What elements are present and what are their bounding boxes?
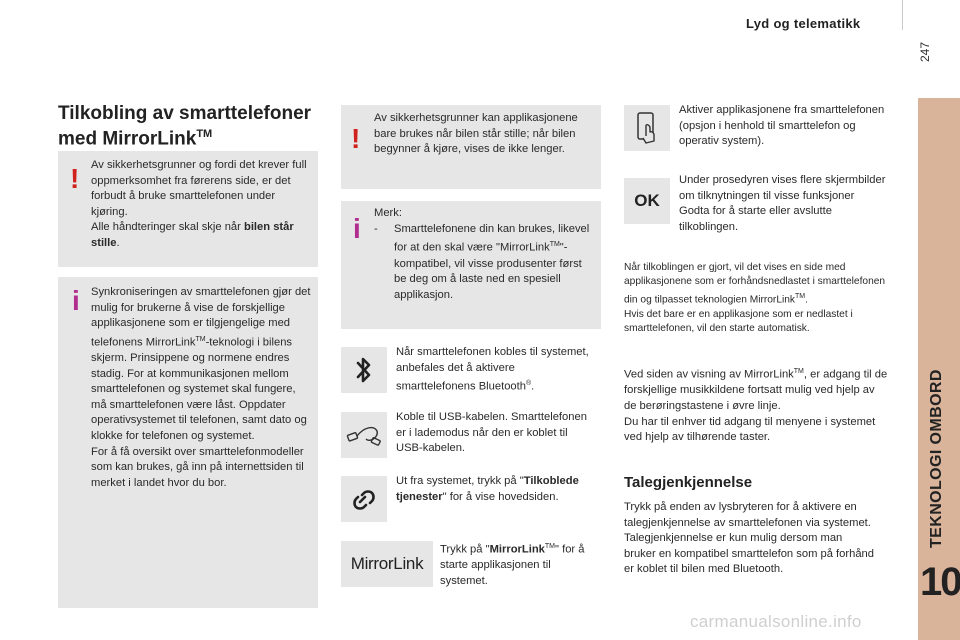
mirrorlink-text-tm: TM <box>544 543 555 550</box>
connected-text-a: Ut fra systemet, trykk på " <box>396 475 524 487</box>
step-usb-text: Koble til USB-kabelen. Smarttelefonen er i lademodus når den er koblet til USB-kabelen. <box>396 411 587 455</box>
voice-section-title: Talegjenkjennelse <box>624 474 753 491</box>
side-view-c: Du har til enhver tid adgang til menyene i systemet ved hjelp av tilhørende taster. <box>624 415 876 444</box>
mirrorlink-text-bold: MirrorLink <box>489 543 545 556</box>
side-view-a: Ved siden av visning av MirrorLink <box>624 368 794 381</box>
connection-note-p2: Hvis det bare er en applikasjone som er nedlastet i smarttelefonen, vil den starte automatisk. <box>624 308 853 335</box>
usb-cable-icon-glyph <box>344 421 384 449</box>
step-phone-text: Aktiver applikasjonene fra smarttelefonen (opsjon i henhold til smarttelefon og operativ system). <box>679 104 885 148</box>
warning-text-end: . <box>116 236 120 249</box>
info-text-p1a: Synkroniseringen av smarttelefonen gjør det mulig for brukerne å vise de forskjellige applikasjonene som er tilgjengelige med telefonens MirrorLink <box>91 286 311 349</box>
usb-cable-icon <box>341 412 387 458</box>
header-divider <box>902 0 903 30</box>
connection-note-p1a: Når tilkoblingen er gjort, vil det vises en side med applikasjonene som er forhåndsnedlastet i smarttelefonen din og tilpasset teknologien MirrorLink <box>624 262 886 306</box>
warning-text-rule: Alle håndteringer skal skje når <box>91 221 244 234</box>
ok-button-illustration: OK <box>624 178 670 224</box>
connected-text-b: " for å vise hovedsiden. <box>442 490 559 503</box>
smartphone-touch-icon <box>624 105 670 151</box>
watermark: carmanualsonline.info <box>690 612 862 631</box>
page-title <box>58 103 338 149</box>
connected-text-bold: Tilkoblede tjenester <box>396 475 579 503</box>
chapter-label: TEKNOLOGI OMBORD <box>928 369 945 548</box>
voice-p1: Trykk på enden av lysbryteren for å aktivere en talegjenkjennelse av smarttelefonen via systemet. <box>624 501 871 529</box>
note-item-a: Smarttelefonene din kan brukes, likevel for at den skal være "MirrorLink <box>394 222 590 254</box>
step-connected-text <box>396 474 601 505</box>
warning-text: Av sikkerhetsgrunner kan applikasjonene bare brukes når bilen står stille; når bilen begynner å kjøre, vises de ikke lenger. <box>374 112 578 156</box>
page-title-tm: TM <box>196 128 213 140</box>
connection-note-p1b: . <box>805 294 808 306</box>
connected-services-icon <box>341 476 387 522</box>
page-header-title: Lyd og telematikk <box>746 16 861 31</box>
info-text <box>91 285 311 491</box>
note-list-item <box>374 222 596 304</box>
step-ok-text <box>679 173 889 235</box>
warning-text-main: Av sikkerhetsgrunner og fordi det krever full oppmerksomhet fra førerens side, er det forbudt å bruke smarttelefonen under kjøring. <box>91 159 307 218</box>
voice-p2: Talegjenkjennelse er kun mulig dersom man bruker en kompatibel smarttelefon som på forhånd er koblet til bilen med Bluetooth. <box>624 532 874 576</box>
page-title-line1: Tilkobling av smarttelefoner <box>58 103 312 124</box>
note-item-tm: TM <box>549 241 560 249</box>
warning-text-bold: bilen står stille <box>91 221 294 249</box>
bluetooth-text-reg: ® <box>525 380 532 388</box>
warning-text <box>91 158 309 252</box>
warning-box-stationary <box>341 105 601 189</box>
connection-note <box>624 261 890 336</box>
step-bluetooth-text <box>396 345 596 396</box>
bluetooth-icon-glyph <box>354 356 374 384</box>
note-item-b: "-kompatibel, vil visse produsenter først be deg om å laste ned en spesiell applikasjon. <box>394 241 582 301</box>
info-box-synchronisation <box>58 277 318 608</box>
warning-box-driving <box>58 151 318 267</box>
info-text-p2: For å få oversikt over smarttelefonmodeller som kan brukes, gå inn på internettsiden til merket i landet hvor du bor. <box>91 445 304 489</box>
voice-paragraph <box>624 500 874 578</box>
side-view-b: , er adgang til de forskjellige musikkildene fortsatt mulig ved hjelp av de berøringstastene i øvre linje. <box>624 368 888 412</box>
connection-note-tm: TM <box>795 292 806 300</box>
info-text-tm: TM <box>195 335 206 343</box>
bluetooth-icon <box>341 347 387 393</box>
note-heading: Merk: <box>374 207 402 219</box>
mirrorlink-logo: MirrorLink <box>341 541 433 587</box>
info-box-note <box>341 201 601 329</box>
side-view-tm: TM <box>793 368 804 375</box>
warning-icon: ! <box>70 163 80 194</box>
page-title-line2: med MirrorLink <box>58 128 197 150</box>
bluetooth-text-b: . <box>531 380 535 393</box>
mirrorlink-text-b: " for å starte applikasjonen til systemet. <box>440 543 585 587</box>
note-text <box>374 206 596 303</box>
step-mirrorlink-text <box>440 539 600 590</box>
bluetooth-text-a: Når smarttelefonen kobles til systemet, anbefales det å aktivere smarttelefonens Bluetooth <box>396 346 589 393</box>
info-icon: i <box>72 285 80 316</box>
list-dash: - <box>374 222 378 235</box>
chapter-number: 10 <box>920 560 960 604</box>
ok-text-2: Godta for å starte eller avslutte tilkoblingen. <box>679 205 832 233</box>
smartphone-touch-icon-glyph <box>633 111 661 145</box>
ok-text-1: Under prosedyren vises flere skjermbilder om tilknytningen til visse funksjoner <box>679 174 886 202</box>
connected-services-icon-glyph <box>349 484 379 514</box>
side-view-paragraph <box>624 364 890 446</box>
mirrorlink-text-a: Trykk på " <box>440 543 490 556</box>
warning-icon: ! <box>351 123 361 154</box>
info-text-p1b: -teknologi i bilens skjerm. Prinsippene og normene endres stadig. For at kommunikasjonen mellom smarttelefonen og systemet skal fungere, må smarttelefonen være låst. Oppdater operativsystemet til telefonen, samt dato og klokke for telefonen og systemet. <box>91 336 307 443</box>
page-number: 247 <box>918 41 932 62</box>
info-icon: i <box>353 213 361 244</box>
